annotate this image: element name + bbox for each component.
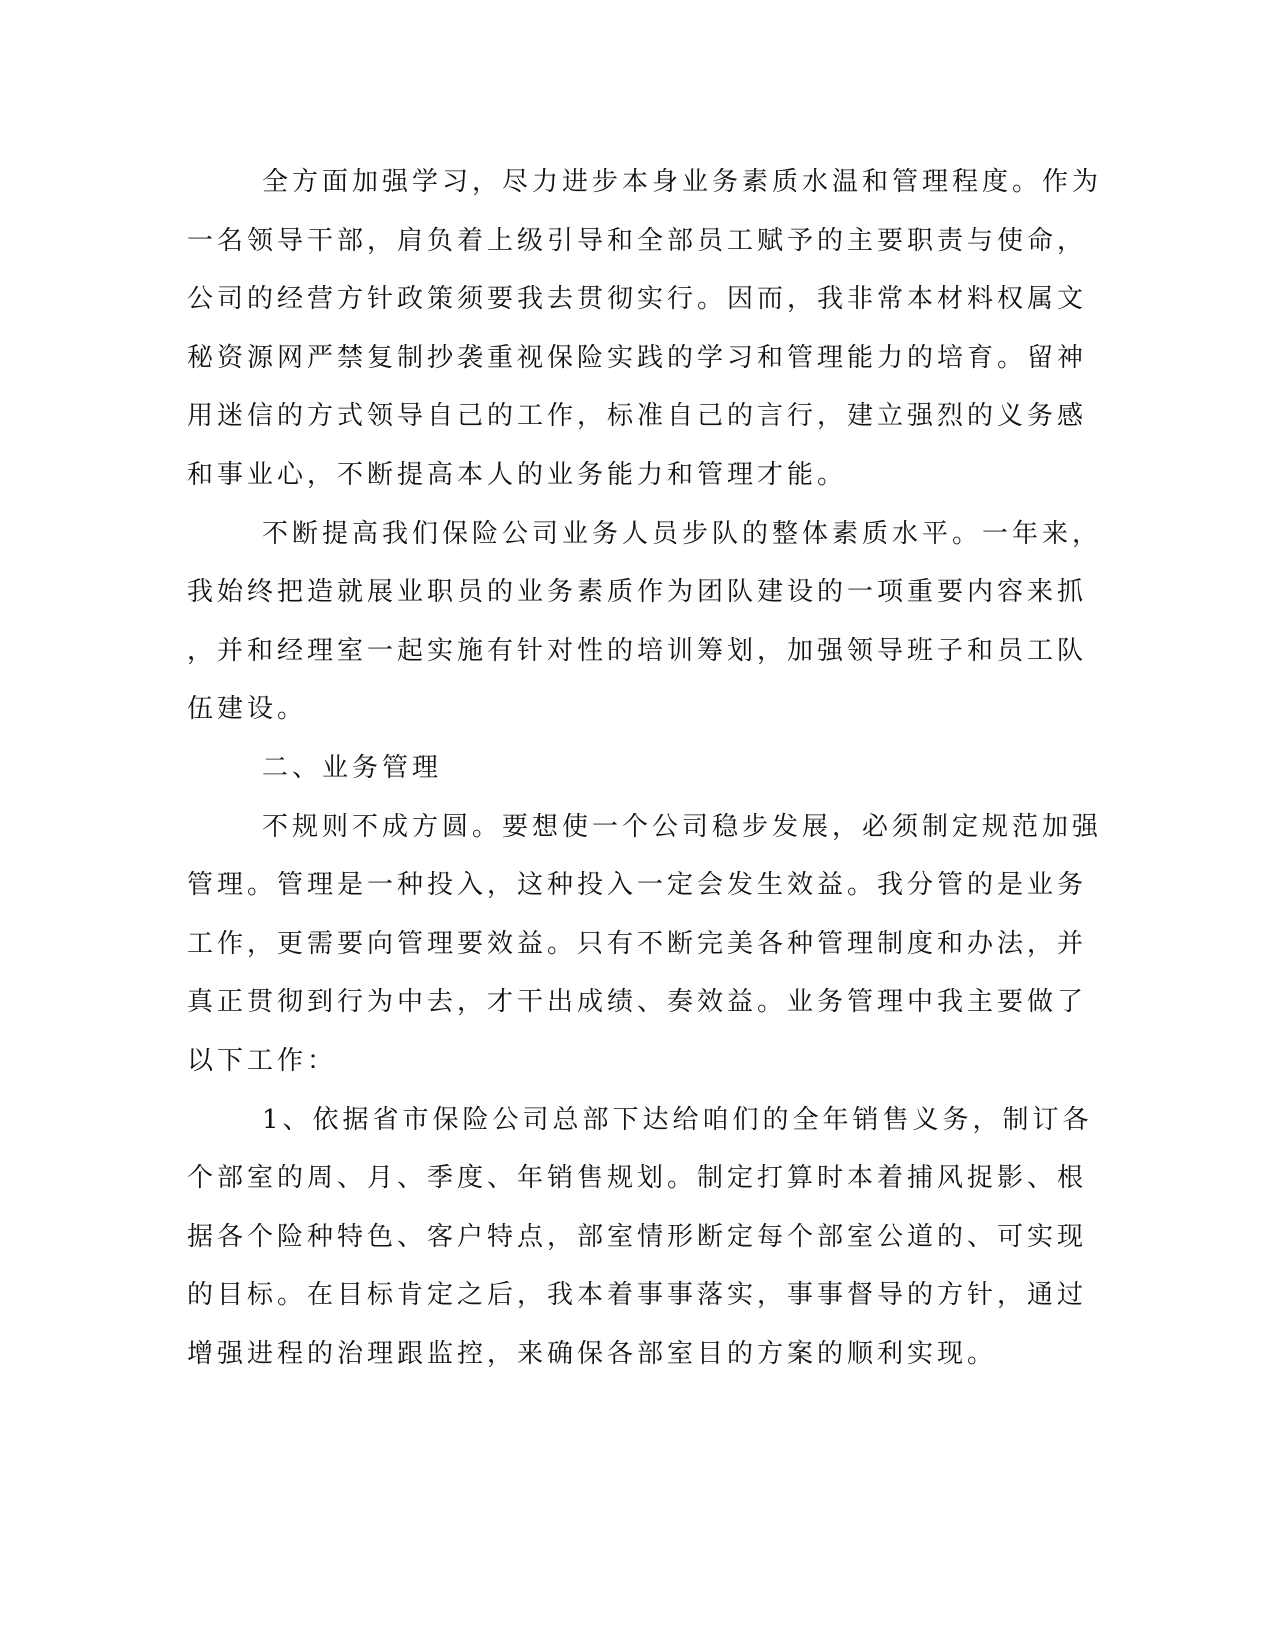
paragraph-line: 用迷信的方式领导自己的工作，标准自己的言行，建立强烈的义务感 xyxy=(187,401,1088,431)
paragraph-line: 全方面加强学习，尽力进步本身业务素质水温和管理程度。作为 xyxy=(262,167,1103,197)
paragraph-line: 一名领导干部，肩负着上级引导和全部员工赋予的主要职责与使命， xyxy=(187,226,1088,256)
paragraph-line: 据各个险种特色、客户特点，部室情形断定每个部室公道的、可实现 xyxy=(187,1222,1088,1252)
paragraph-line: 我始终把造就展业职员的业务素质作为团队建设的一项重要内容来抓 xyxy=(187,577,1088,607)
section-heading: 二、业务管理 xyxy=(262,753,443,783)
paragraph-line: ，并和经理室一起实施有针对性的培训筹划，加强领导班子和员工队 xyxy=(187,636,1088,666)
paragraph-line: 个部室的周、月、季度、年销售规划。制定打算时本着捕风捉影、根 xyxy=(187,1163,1088,1193)
paragraph-line: 和事业心，不断提高本人的业务能力和管理才能。 xyxy=(187,460,848,490)
paragraph-line: 增强进程的治理跟监控，来确保各部室目的方案的顺利实现。 xyxy=(187,1339,998,1369)
paragraph-line: 真正贯彻到行为中去，才干出成绩、奏效益。业务管理中我主要做了 xyxy=(187,987,1088,1017)
paragraph-line: 不断提高我们保险公司业务人员步队的整体素质水平。一年来， xyxy=(262,519,1103,549)
paragraph-line: 的目标。在目标肯定之后，我本着事事落实，事事督导的方针，通过 xyxy=(187,1280,1088,1310)
paragraph-line: 公司的经营方针政策须要我去贯彻实行。因而，我非常本材料权属文 xyxy=(187,284,1088,314)
paragraph-line: 以下工作： xyxy=(187,1046,338,1076)
paragraph-line: 秘资源网严禁复制抄袭重视保险实践的学习和管理能力的培育。留神 xyxy=(187,343,1088,373)
paragraph-line: 伍建设。 xyxy=(187,694,308,724)
paragraph-line: 1、依据省市保险公司总部下达给咱们的全年销售义务，制订各 xyxy=(262,1105,1093,1135)
paragraph-line: 不规则不成方圆。要想使一个公司稳步发展，必须制定规范加强 xyxy=(262,812,1103,842)
paragraph-line: 工作，更需要向管理要效益。只有不断完美各种管理制度和办法，并 xyxy=(187,929,1088,959)
paragraph-line: 管理。管理是一种投入，这种投入一定会发生效益。我分管的是业务 xyxy=(187,870,1088,900)
